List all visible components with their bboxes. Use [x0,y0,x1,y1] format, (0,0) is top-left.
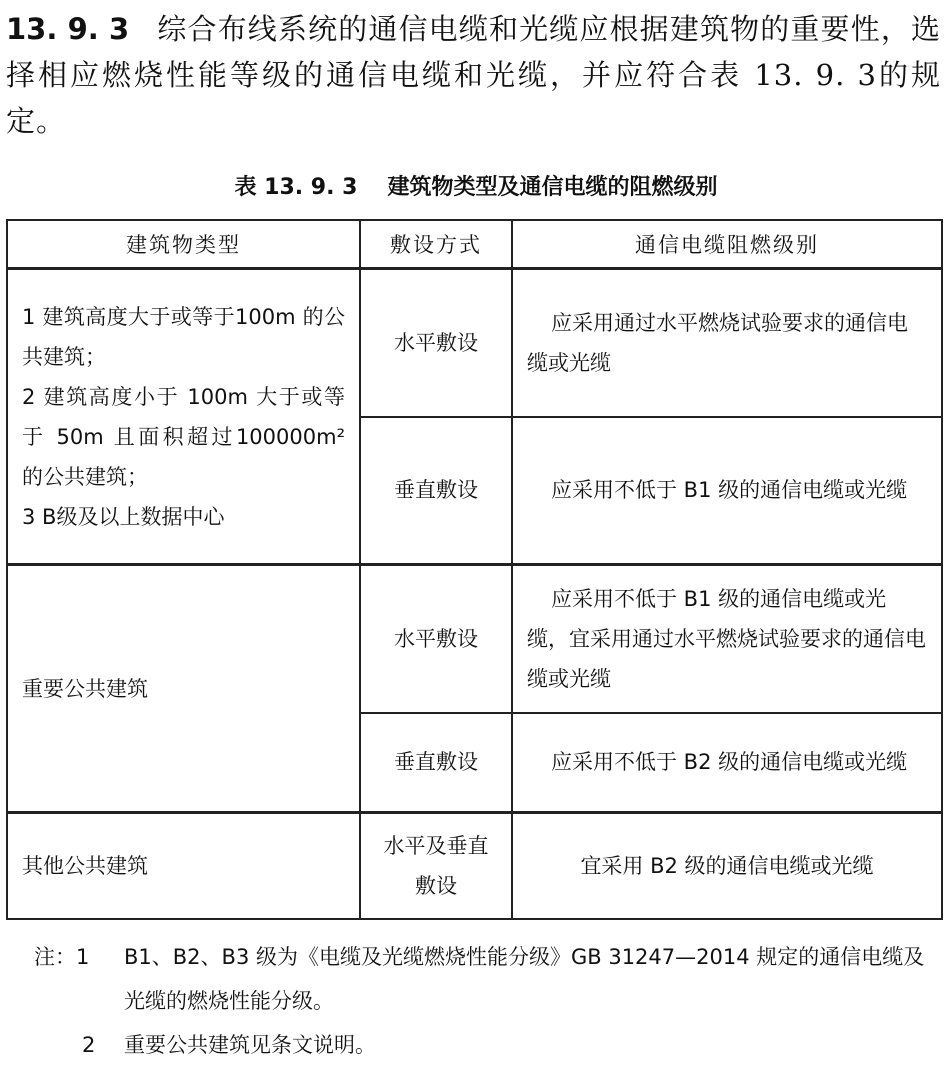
table-notes [34,935,944,1067]
table-caption [0,173,952,203]
note-item [34,1023,944,1067]
clause-paragraph [6,6,941,144]
retardant-level-cell [512,417,942,565]
retardant-level-text: 应采用通过水平燃烧试验要求的通信电缆或光缆 [527,310,908,375]
clause-text: 综合布线系统的通信电缆和光缆应根据建筑物的重要性，选择相应燃烧性能等级的通信电缆和光缆，并应符合表 13. 9. 3的规定。 [6,12,941,138]
laying-method-cell: 水平敷设 [360,565,512,713]
header-laying-method: 敷设方式 [360,220,512,269]
table-row [7,269,942,417]
building-type-cell: 其他公共建筑 [7,813,360,919]
building-type-cell [7,269,360,565]
table-number: 表 13. 9. 3 [234,175,358,200]
clause-number: 13. 9. 3 [6,12,130,46]
retardant-level-text: 应采用不低于 B1 级的通信电缆或光缆，宜采用通过水平燃烧试验要求的通信电缆或光缆 [527,586,926,691]
building-type-line: 3 B级及以上数据中心 [22,504,225,529]
building-type-line: 1 建筑高度大于或等于100m 的公共建筑； [22,304,345,369]
note-item [34,935,944,1023]
laying-method-cell: 垂直敷设 [360,417,512,565]
flame-retardant-table [6,219,943,920]
retardant-level-cell [512,269,942,417]
building-type-cell: 重要公共建筑 [7,565,360,813]
table-title: 建筑物类型及通信电缆的阻燃级别 [387,175,718,200]
retardant-level-text: 应采用不低于 B2 级的通信电缆或光缆 [551,750,908,775]
retardant-level-cell: 宜采用 B2 级的通信电缆或光缆 [512,813,942,919]
laying-method-cell: 水平敷设 [360,269,512,417]
header-retardant-level: 通信电缆阻燃级别 [512,220,942,269]
building-type-line: 2 建筑高度小于 100m 大于或等于 50m 且面积超过100000m² 的公共建筑； [22,384,345,489]
header-building-type: 建筑物类型 [7,220,360,269]
note-text: 重要公共建筑见条文说明。 [124,1033,376,1057]
note-number: 2 [82,1033,96,1057]
laying-method-cell: 垂直敷设 [360,713,512,813]
table-row [7,565,942,713]
table-row [7,813,942,919]
retardant-level-cell [512,565,942,713]
note-lead: 注：1 [34,945,90,969]
retardant-level-text: 应采用不低于 B1 级的通信电缆或光缆 [551,478,908,503]
laying-method-cell: 水平及垂直敷设 [360,813,512,919]
table-header-row [7,220,942,269]
note-text: B1、B2、B3 级为《电缆及光缆燃烧性能分级》GB 31247—2014 规定的通信电缆及光缆的燃烧性能分级。 [124,945,925,1013]
retardant-level-cell [512,713,942,813]
